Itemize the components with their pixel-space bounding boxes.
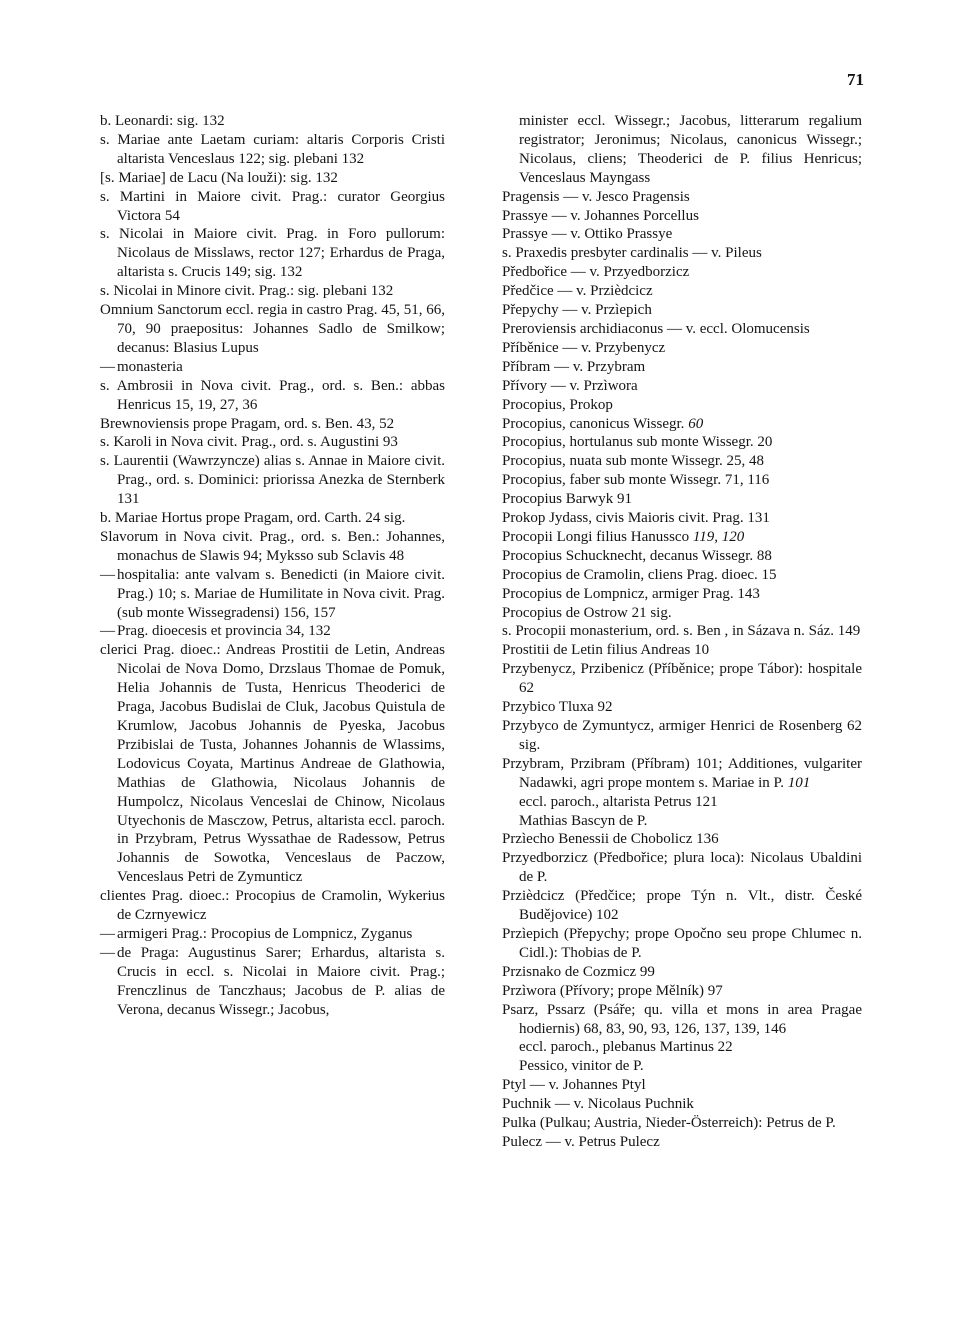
index-entry [502,112,862,188]
entry-text: Prokop Jydass, civis Maioris civit. Prag. 131 [502,510,770,527]
index-entry [502,963,862,982]
entry-text: s. Praxedis presbyter cardinalis — v. Pileus [502,245,762,262]
entry-text: Předbořice — v. Przyedborzicz [502,264,690,281]
entry-text: s. Nicolai in Maiore civit. Prag. in Foro pullorum: Nicolaus de Misslaws, rector 127; Erhardus de Praga, altarista s. Crucis 149; sig. 132 [100,226,445,281]
index-entry [100,131,445,169]
index-entry [502,225,862,244]
index-entry [100,887,445,925]
index-entry [100,622,445,641]
entry-text: Prag. dioecesis et provincia 34, 132 [117,623,331,640]
index-column-left [100,112,445,1020]
entry-italic-ref: 119, 120 [692,528,745,545]
entry-text: Procopius Barwyk 91 [502,491,632,508]
entry-text: Ptyl — v. Johannes Ptyl [502,1077,646,1094]
index-entry [502,622,862,641]
entry-text: s. Martini in Maiore civit. Prag.: curator Georgius Victora 54 [100,188,445,224]
entry-text: Procopius de Lompnicz, armiger Prag. 143 [502,585,760,602]
index-entry [502,433,862,452]
entry-dash: — [100,566,115,583]
index-entry [502,207,862,226]
entry-text: [s. Mariae] de Lacu (Na louži): sig. 132 [100,169,338,186]
index-entry [502,301,862,320]
entry-text: s. Mariae ante Laetam curiam: altaris Corporis Cristi altarista Venceslaus 122; sig. plebani 132 [100,131,445,167]
entry-italic-ref: 101 [787,774,811,791]
entry-text: Brewnoviensis prope Pragam, ord. s. Ben. 43, 52 [100,415,395,432]
entry-text: Przìepich (Přepychy; prope Opočno seu prope Chlumec n. Cidl.): Thobias de P. [502,925,862,961]
index-entry [502,604,862,623]
entry-text: Psarz, Pssarz (Psáře; qu. villa et mons in area Pragae hodiernis) 68, 83, 90, 93, 126, 137, 139, 146 [502,1001,862,1037]
index-entry [502,830,862,849]
entry-italic-ref: 60 [688,415,704,432]
index-entry [100,528,445,566]
index-entry [502,471,862,490]
index-entry [502,263,862,282]
entry-text: Procopius de Cramolin, cliens Prag. dioec. 15 [502,566,777,583]
entry-text: Přívory — v. Przìwora [502,377,638,394]
entry-text: Przybram, Przibram (Příbram) 101; Additiones, vulgariter Nadawki, agri prope montem s. Mariae in P. [502,755,862,791]
index-entry [502,358,862,377]
index-entry [502,415,862,434]
entry-text: Przybyco de Zymuntycz, armiger Henrici de Rosenberg 62 sig. [502,718,862,753]
index-entry [100,301,445,358]
entry-text: Procopius, Prokop [502,396,613,413]
entry-text: Přepychy — v. Przìepich [502,302,652,319]
entry-text: Preroviensis archidiaconus — v. eccl. Olomucensis [502,320,810,337]
entry-text: s. Procopii monasterium, ord. s. Ben , in Sázava n. Sáz. 149 [502,623,861,640]
index-entry [502,925,862,963]
entry-text: Příbram — v. Przybram [502,358,646,375]
entry-text: s. Karoli in Nova civit. Prag., ord. s. Augustini 93 [100,434,398,451]
index-entry [502,1057,862,1076]
entry-text: b. Leonardi: sig. 132 [100,113,225,129]
index-entry [502,396,862,415]
entry-text: Procopius, faber sub monte Wissegr. 71, 116 [502,472,770,489]
entry-text: Příběnice — v. Przybenycz [502,339,666,356]
entry-text: Prassye — v. Ottiko Prassye [502,226,673,243]
index-entry [100,566,445,623]
index-entry [502,244,862,263]
index-entry [100,225,445,282]
index-entry [502,320,862,339]
index-entry [100,188,445,226]
entry-text: s. Ambrosii in Nova civit. Prag., ord. s. Ben.: abbas Henricus 15, 19, 27, 36 [100,377,445,413]
index-entry [502,1038,862,1057]
index-entry [502,1095,862,1114]
entry-text: s. Laurentii (Wawrzyncze) alias s. Annae in Maiore civit. Prag., ord. s. Dominici: priorissa Anezka de Sternberk 131 [100,453,445,508]
entry-text: s. Nicolai in Minore civit. Prag.: sig. plebani 132 [100,283,394,300]
index-entry [100,415,445,434]
index-entry [502,1076,862,1095]
entry-text: Prassye — v. Johannes Porcellus [502,207,699,224]
index-entry [502,849,862,887]
index-entry [502,490,862,509]
entry-text: Przybico Tluxa 92 [502,699,613,716]
entry-text: Mathias Bascyn de P. [519,812,648,829]
entry-text: Przyedborzicz (Předbořice; plura loca): Nicolaus Ubaldini de P. [502,850,862,886]
entry-text: Przìwora (Přívory; prope Mělník) 97 [502,982,723,999]
index-entry [100,452,445,509]
index-entry [100,169,445,188]
index-entry [100,944,445,1020]
entry-text: Pulka (Pulkau; Austria, Nieder-Österreich): Petrus de P. [502,1115,836,1132]
index-entry [100,282,445,301]
index-column-right [502,112,862,1152]
index-entry [502,452,862,471]
entry-text: b. Mariae Hortus prope Pragam, ord. Carth. 24 sig. [100,510,406,527]
entry-text: Omnium Sanctorum eccl. regia in castro Prag. 45, 51, 66, 70, 90 praepositus: Johannes Sadlo de Smilkow; decanus: Blasius Lupus [100,302,445,356]
index-entry [100,641,445,887]
entry-text: clientes Prag. dioec.: Procopius de Cramolin, Wykerius de Czrnyewicz [100,888,445,924]
entry-dash: — [100,358,115,375]
index-entry [502,698,862,717]
entry-text: Pessico, vinitor de P. [519,1058,644,1075]
entry-text: eccl. paroch., plebanus Martinus 22 [519,1039,733,1056]
index-entry [100,433,445,452]
index-entry [502,812,862,831]
entry-text: armigeri Prag.: Procopius de Lompnicz, Zyganus [117,925,413,942]
index-entry [502,793,862,812]
entry-text: Przìecho Benessii de Chobolicz 136 [502,831,719,848]
index-entry [502,566,862,585]
index-entry [502,641,862,660]
index-entry [100,509,445,528]
index-entry [502,528,862,547]
entry-text: Puchnik — v. Nicolaus Puchnik [502,1096,694,1113]
entry-text: Procopius de Ostrow 21 sig. [502,604,672,621]
index-entry [502,339,862,358]
entry-text: Procopii Longi filius Hanussco [502,528,690,545]
entry-text: de Praga: Augustinus Sarer; Erhardus, altarista s. Crucis in eccl. s. Nicolai in Maiore civit. Prag.; Frenczlinus de Tanczhaus; Jacobus de P. alias de Verona, decanus Wissegr.; Jacobus, [117,944,445,1018]
index-entry [502,377,862,396]
entry-text: clerici Prag. dioec.: Andreas Prostitii de Letin, Andreas Nicolai de Nova Domo, Drzslaus Thomae de Pomuk, Helia Johannis de Tusta, Henricus Theoderici de Praga, Jacobus Budislai de Cluk, Jacobus Quistula de Krumlow, Jacobus Johannis de Pyeska, Jacobus Przibislai de Tusta, Johannes Johannis de Wlassims, Lodovicus Coyata, Martinus Andreae de Glathowia, Mathias de Glathowia, Nicolaus Johannis de Humpolcz, Nicolaus Venceslai de Chinow, Nicolaus Utyechonis de Masczow, Petrus, altarista eccl. paroch. in Przybram, Petrus Wyssathae de Radessow, Petrus Johannis de Sowotka, Venceslaus de Paczow, Venceslaus Petri de Zymunticz [100,642,445,886]
entry-text: Procopius, canonicus Wissegr. [502,415,685,432]
entry-text: Pulecz — v. Petrus Pulecz [502,1133,660,1150]
index-entry [502,755,862,793]
entry-text: Prostitii de Letin filius Andreas 10 [502,642,710,659]
index-entry [100,112,445,131]
index-entry [502,547,862,566]
index-entry [100,358,445,377]
index-entry [502,982,862,1001]
entry-text: Procopius Schucknecht, decanus Wissegr. 88 [502,547,772,564]
index-entry [100,377,445,415]
index-entry [502,1114,862,1133]
entry-text: Procopius, nuata sub monte Wissegr. 25, 48 [502,453,765,470]
entry-text: Pragensis — v. Jesco Pragensis [502,188,690,205]
entry-dash: — [100,944,115,961]
page-number: 71 [847,70,864,89]
entry-text: eccl. paroch., altarista Petrus 121 [519,793,718,810]
entry-dash: — [100,623,115,640]
entry-dash: — [100,925,115,942]
index-entry [502,509,862,528]
entry-text: minister eccl. Wissegr.; Jacobus, litterarum regalium registrator; Jeronimus; Nicolaus, canonicus Wissegr.; Nicolaus, cliens; Theoderici de P. filius Henricus; Venceslaus Mayngass [519,113,862,186]
entry-text: monasteria [117,358,183,375]
index-entry [100,925,445,944]
entry-text: Przybenycz, Przibenicz (Příběnice; prope Tábor): hospitale 62 [502,661,862,697]
entry-text: Předčice — v. Przièdcicz [502,283,653,300]
index-entry [502,282,862,301]
index-entry [502,585,862,604]
entry-text: Przièdcicz (Předčice; prope Týn n. Vlt., distr. České Budějovice) 102 [502,888,862,924]
entry-text: Przisnako de Cozmicz 99 [502,963,655,980]
index-entry [502,1001,862,1039]
index-entry [502,660,862,698]
entry-text: Slavorum in Nova civit. Prag., ord. s. Ben.: Johannes, monachus de Slawis 94; Myksso sub Sclavis 48 [100,528,445,564]
entry-text: hospitalia: ante valvam s. Benedicti (in Maiore civit. Prag.) 10; s. Mariae de Humilitate in Nova civit. Prag. (sub monte Wissegradensi) 156, 157 [117,566,445,621]
index-entry [502,887,862,925]
entry-text: Procopius, hortulanus sub monte Wissegr. 20 [502,434,773,451]
index-entry [502,717,862,755]
index-entry [502,1133,862,1152]
index-entry [502,188,862,207]
